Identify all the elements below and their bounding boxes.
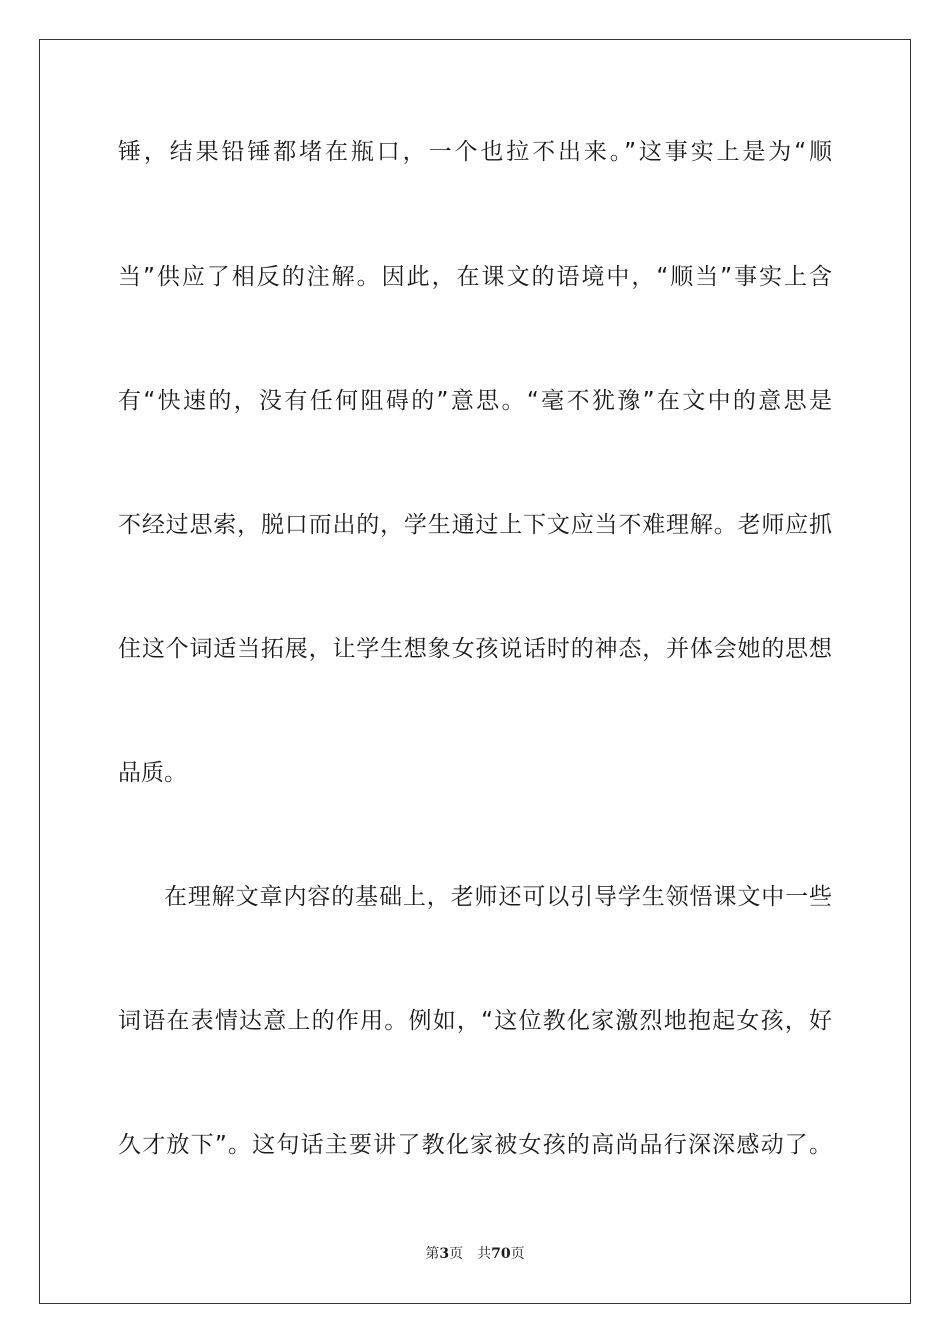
page-prefix: 第 <box>425 1246 440 1262</box>
total-pages: 70 <box>491 1246 511 1262</box>
page-number: 3 <box>439 1246 450 1262</box>
total-suffix: 页 <box>510 1246 525 1262</box>
page-suffix: 页 <box>449 1246 464 1262</box>
text-line-7-paragraph-start: 在理解文章内容的基础上，老师还可以引导学生领悟课文中一些 <box>164 884 832 910</box>
page-footer <box>0 1245 950 1263</box>
text-line-4: 不经过思索，脱口而出的，学生通过上下文应当不难理解。老师应抓 <box>118 512 832 538</box>
text-line-2: 当”供应了相反的注解。因此，在课文的语境中，“顺当”事实上含 <box>118 264 832 290</box>
text-line-9: 久才放下”。这句话主要讲了教化家被女孩的高尚品行深深感动了。 <box>118 1132 832 1158</box>
text-line-8: 词语在表情达意上的作用。例如，“这位教化家激烈地抱起女孩，好 <box>118 1008 832 1034</box>
total-prefix: 共 <box>477 1246 492 1262</box>
text-line-1: 锤，结果铅锤都堵在瓶口，一个也拉不出来。”这事实上是为“顺 <box>118 139 832 165</box>
page-border <box>39 39 911 1304</box>
text-line-5: 住这个词适当拓展，让学生想象女孩说话时的神态，并体会她的思想 <box>118 636 832 662</box>
text-line-6: 品质。 <box>118 760 187 786</box>
text-line-3: 有“快速的，没有任何阻碍的”意思。“毫不犹豫”在文中的意思是 <box>118 388 832 414</box>
